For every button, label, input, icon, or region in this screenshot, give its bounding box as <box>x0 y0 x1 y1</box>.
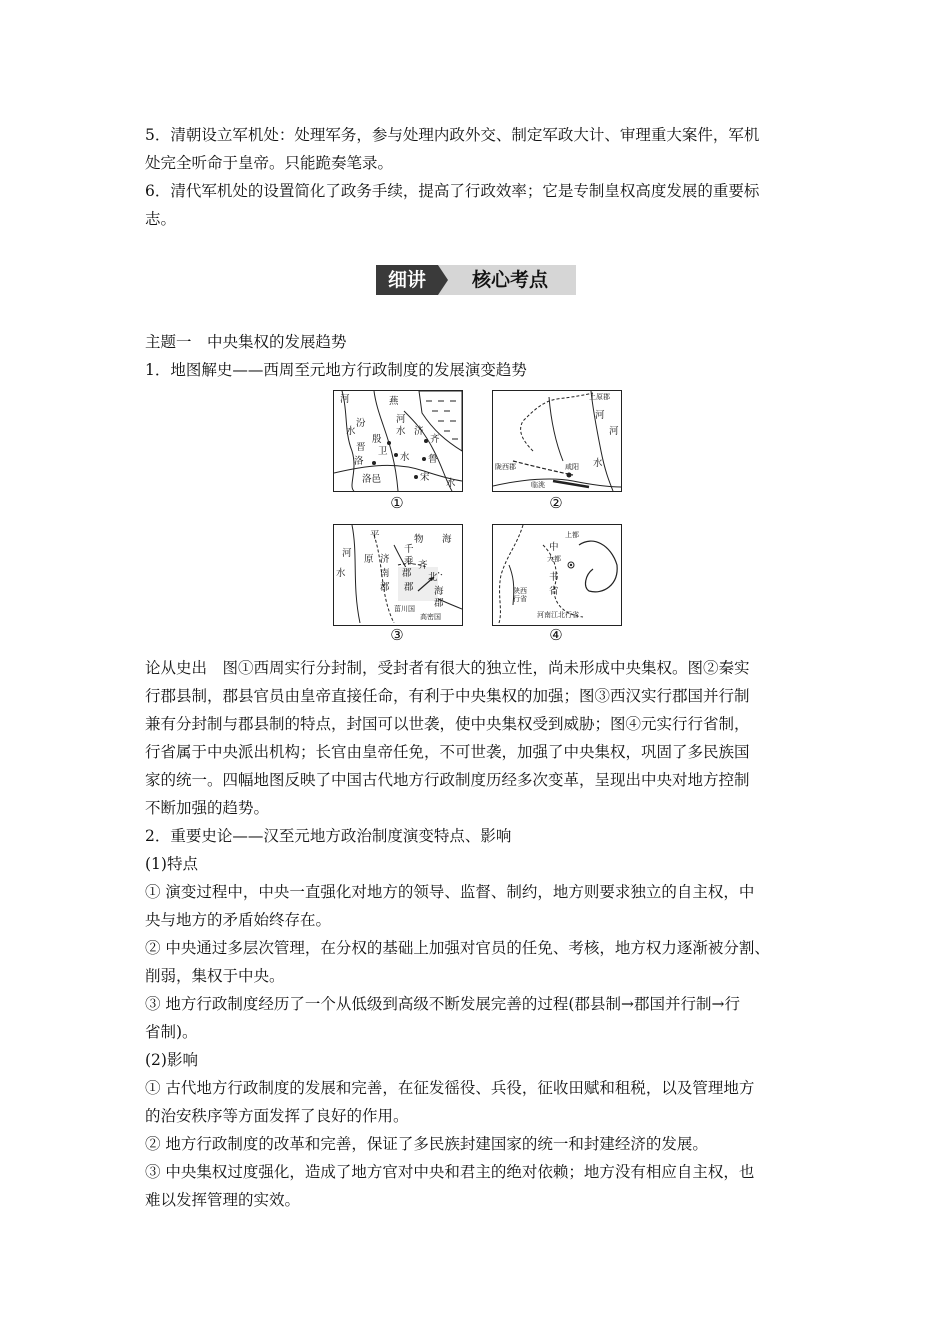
map-3-label: 海 <box>434 586 444 597</box>
feature-2-line-1: ② 中央通过多层次管理，在分权的基础上加强对官员的任免、考核，地方权力逐渐被分割、 <box>145 939 770 957</box>
impact-title: (2)影响 <box>145 1051 198 1069</box>
map-2-label: 水 <box>593 458 603 469</box>
map-3-label: 郡 <box>402 568 412 579</box>
paragraph-5-line-2: 处完全听命于皇帝。只能跪奏笔录。 <box>145 154 394 172</box>
map-3-label: 南 <box>380 568 390 579</box>
map-4-label: 河南江北行省 <box>537 611 579 619</box>
map-1-label: 卫 <box>378 446 388 457</box>
map-3-label: 千 <box>404 544 414 555</box>
map-1-label: 水 <box>346 426 356 437</box>
map-1-label: 洛邑 <box>362 474 382 485</box>
map-3-label: 郡 <box>404 582 414 593</box>
map-3-label: 郡 <box>434 598 444 609</box>
paragraph-6-line-2: 志。 <box>145 210 177 228</box>
heading-right-label: 核心考点 <box>438 265 576 295</box>
feature-1-line-1: ① 演变过程中，中央一直强化对地方的领导、监督、制约，地方则要求独立的自主权，中 <box>145 883 755 901</box>
map-2-label: 河 <box>595 410 605 421</box>
map-1-label: 水 <box>400 452 410 463</box>
map-2-label: 上原郡 <box>589 393 610 401</box>
discussion-line-1: 论从史出 图①西周实行分封制，受封者有很大的独立性，尚未形成中央集权。图②秦实 <box>145 659 750 677</box>
paragraph-5-line-1: 5．清朝设立军机处：处理军务，参与处理内政外交、制定军政大计、审理重大案件，军机 <box>145 126 760 144</box>
impact-2: ② 地方行政制度的改革和完善，保证了多民族封建国家的统一和封建经济的发展。 <box>145 1135 708 1153</box>
item-1-title: 1．地图解史——西周至元地方行政制度的发展演变趋势 <box>145 361 527 379</box>
features-title: (1)特点 <box>145 855 198 873</box>
heading-arrow-icon <box>438 265 448 295</box>
map-3-caption: ③ <box>390 626 404 644</box>
map-1-caption: ① <box>390 494 404 512</box>
map-3-label: 高密国 <box>420 613 441 621</box>
map-3-label: 北 <box>428 572 438 583</box>
map-3-label: 河 <box>342 548 352 559</box>
map-2-qin <box>492 390 622 492</box>
map-2-label: 陇西郡 <box>495 463 516 471</box>
map-1-label: 殷 <box>372 434 382 445</box>
map-1-label: 河 <box>396 414 406 425</box>
discussion-line-5: 家的统一。四幅地图反映了中国古代地方行政制度历经多次变革，呈现出中央对地方控制 <box>145 771 750 789</box>
map-1-label: 燕 <box>389 396 399 407</box>
map-2-label: 咸阳 <box>565 463 579 471</box>
map-1-label: 鲁 <box>428 454 438 465</box>
map-4-label: 大都 <box>547 555 561 563</box>
map-3-label: 济 <box>380 554 390 565</box>
map-3-label: 水 <box>336 568 346 579</box>
feature-3-line-1: ③ 地方行政制度经历了一个从低级到高级不断发展完善的过程(郡县制→郡国并行制→行 <box>145 995 740 1013</box>
map-3-western-han <box>333 524 463 626</box>
map-4-label: 陕西行省 <box>513 587 527 603</box>
map-4-label: 省 <box>549 586 559 597</box>
map-3-label: 海 <box>442 534 452 545</box>
map-1-label: 洛 <box>354 456 364 467</box>
map-4-label: 中 <box>549 542 559 553</box>
map-1-label: 河 <box>340 394 350 405</box>
heading-left-label: 细讲 <box>376 265 438 295</box>
map-2-caption: ② <box>549 494 563 512</box>
impact-1-line-2: 的治安秩序等方面发挥了良好的作用。 <box>145 1107 409 1125</box>
discussion-line-6: 不断加强的趋势。 <box>145 799 270 817</box>
map-3-label: 原 <box>364 554 374 565</box>
map-1-western-zhou <box>333 390 463 492</box>
discussion-line-3: 兼有分封制与郡县制的特点，封国可以世袭，使中央集权受到威胁；图④元实行行省制， <box>145 715 750 733</box>
map-1-label: 水 <box>446 478 456 489</box>
map-1-label: 水 <box>396 426 406 437</box>
map-2-label: 河 <box>609 426 619 437</box>
discussion-line-4: 行省属于中央派出机构；长官由皇帝任免，不可世袭，加强了中央集权，巩固了多民族国 <box>145 743 750 761</box>
impact-3-line-2: 难以发挥管理的实效。 <box>145 1191 301 1209</box>
map-1-label: 济 <box>414 426 424 437</box>
map-1-label: 宋 <box>420 472 430 483</box>
impact-1-line-1: ① 古代地方行政制度的发展和完善，在征发徭役、兵役，征收田赋和租税，以及管理地方 <box>145 1079 755 1097</box>
feature-3-line-2: 省制)。 <box>145 1023 198 1041</box>
discussion-line-2: 行郡县制，郡县官员由皇帝直接任命，有利于中央集权的加强；图③西汉实行郡国并行制 <box>145 687 750 705</box>
map-3-label: 郡 <box>380 582 390 593</box>
map-1-label: 齐 <box>430 434 440 445</box>
map-4-label: 书 <box>549 572 559 583</box>
map-3-label: 齐 <box>418 560 428 571</box>
map-1-label: 汾 <box>356 418 366 429</box>
feature-1-line-2: 央与地方的矛盾始终存在。 <box>145 911 332 929</box>
paragraph-6-line-1: 6．清代军机处的设置简化了政务手续，提高了行政效率；它是专制皇权高度发展的重要标 <box>145 182 760 200</box>
impact-3-line-1: ③ 中央集权过度强化，造成了地方官对中央和君主的绝对依赖；地方没有相应自主权，也 <box>145 1163 755 1181</box>
map-3-label: 平 <box>370 530 380 541</box>
map-1-label: 晋 <box>356 442 366 453</box>
map-4-yuan <box>492 524 622 626</box>
map-3-label: 物 <box>414 534 424 545</box>
feature-2-line-2: 削弱，集权于中央。 <box>145 967 285 985</box>
topic-title: 主题一 中央集权的发展趋势 <box>145 333 347 351</box>
map-3-label: 菑川国 <box>394 605 415 613</box>
map-4-label: 上都 <box>565 531 579 539</box>
map-4-caption: ④ <box>549 626 563 644</box>
map-2-label: 临洮 <box>531 481 545 489</box>
map-2-drawing <box>493 391 621 491</box>
section-heading-bar <box>376 265 576 295</box>
map-3-label: 乘 <box>404 556 414 567</box>
item-2-title: 2．重要史论——汉至元地方政治制度演变特点、影响 <box>145 827 512 845</box>
